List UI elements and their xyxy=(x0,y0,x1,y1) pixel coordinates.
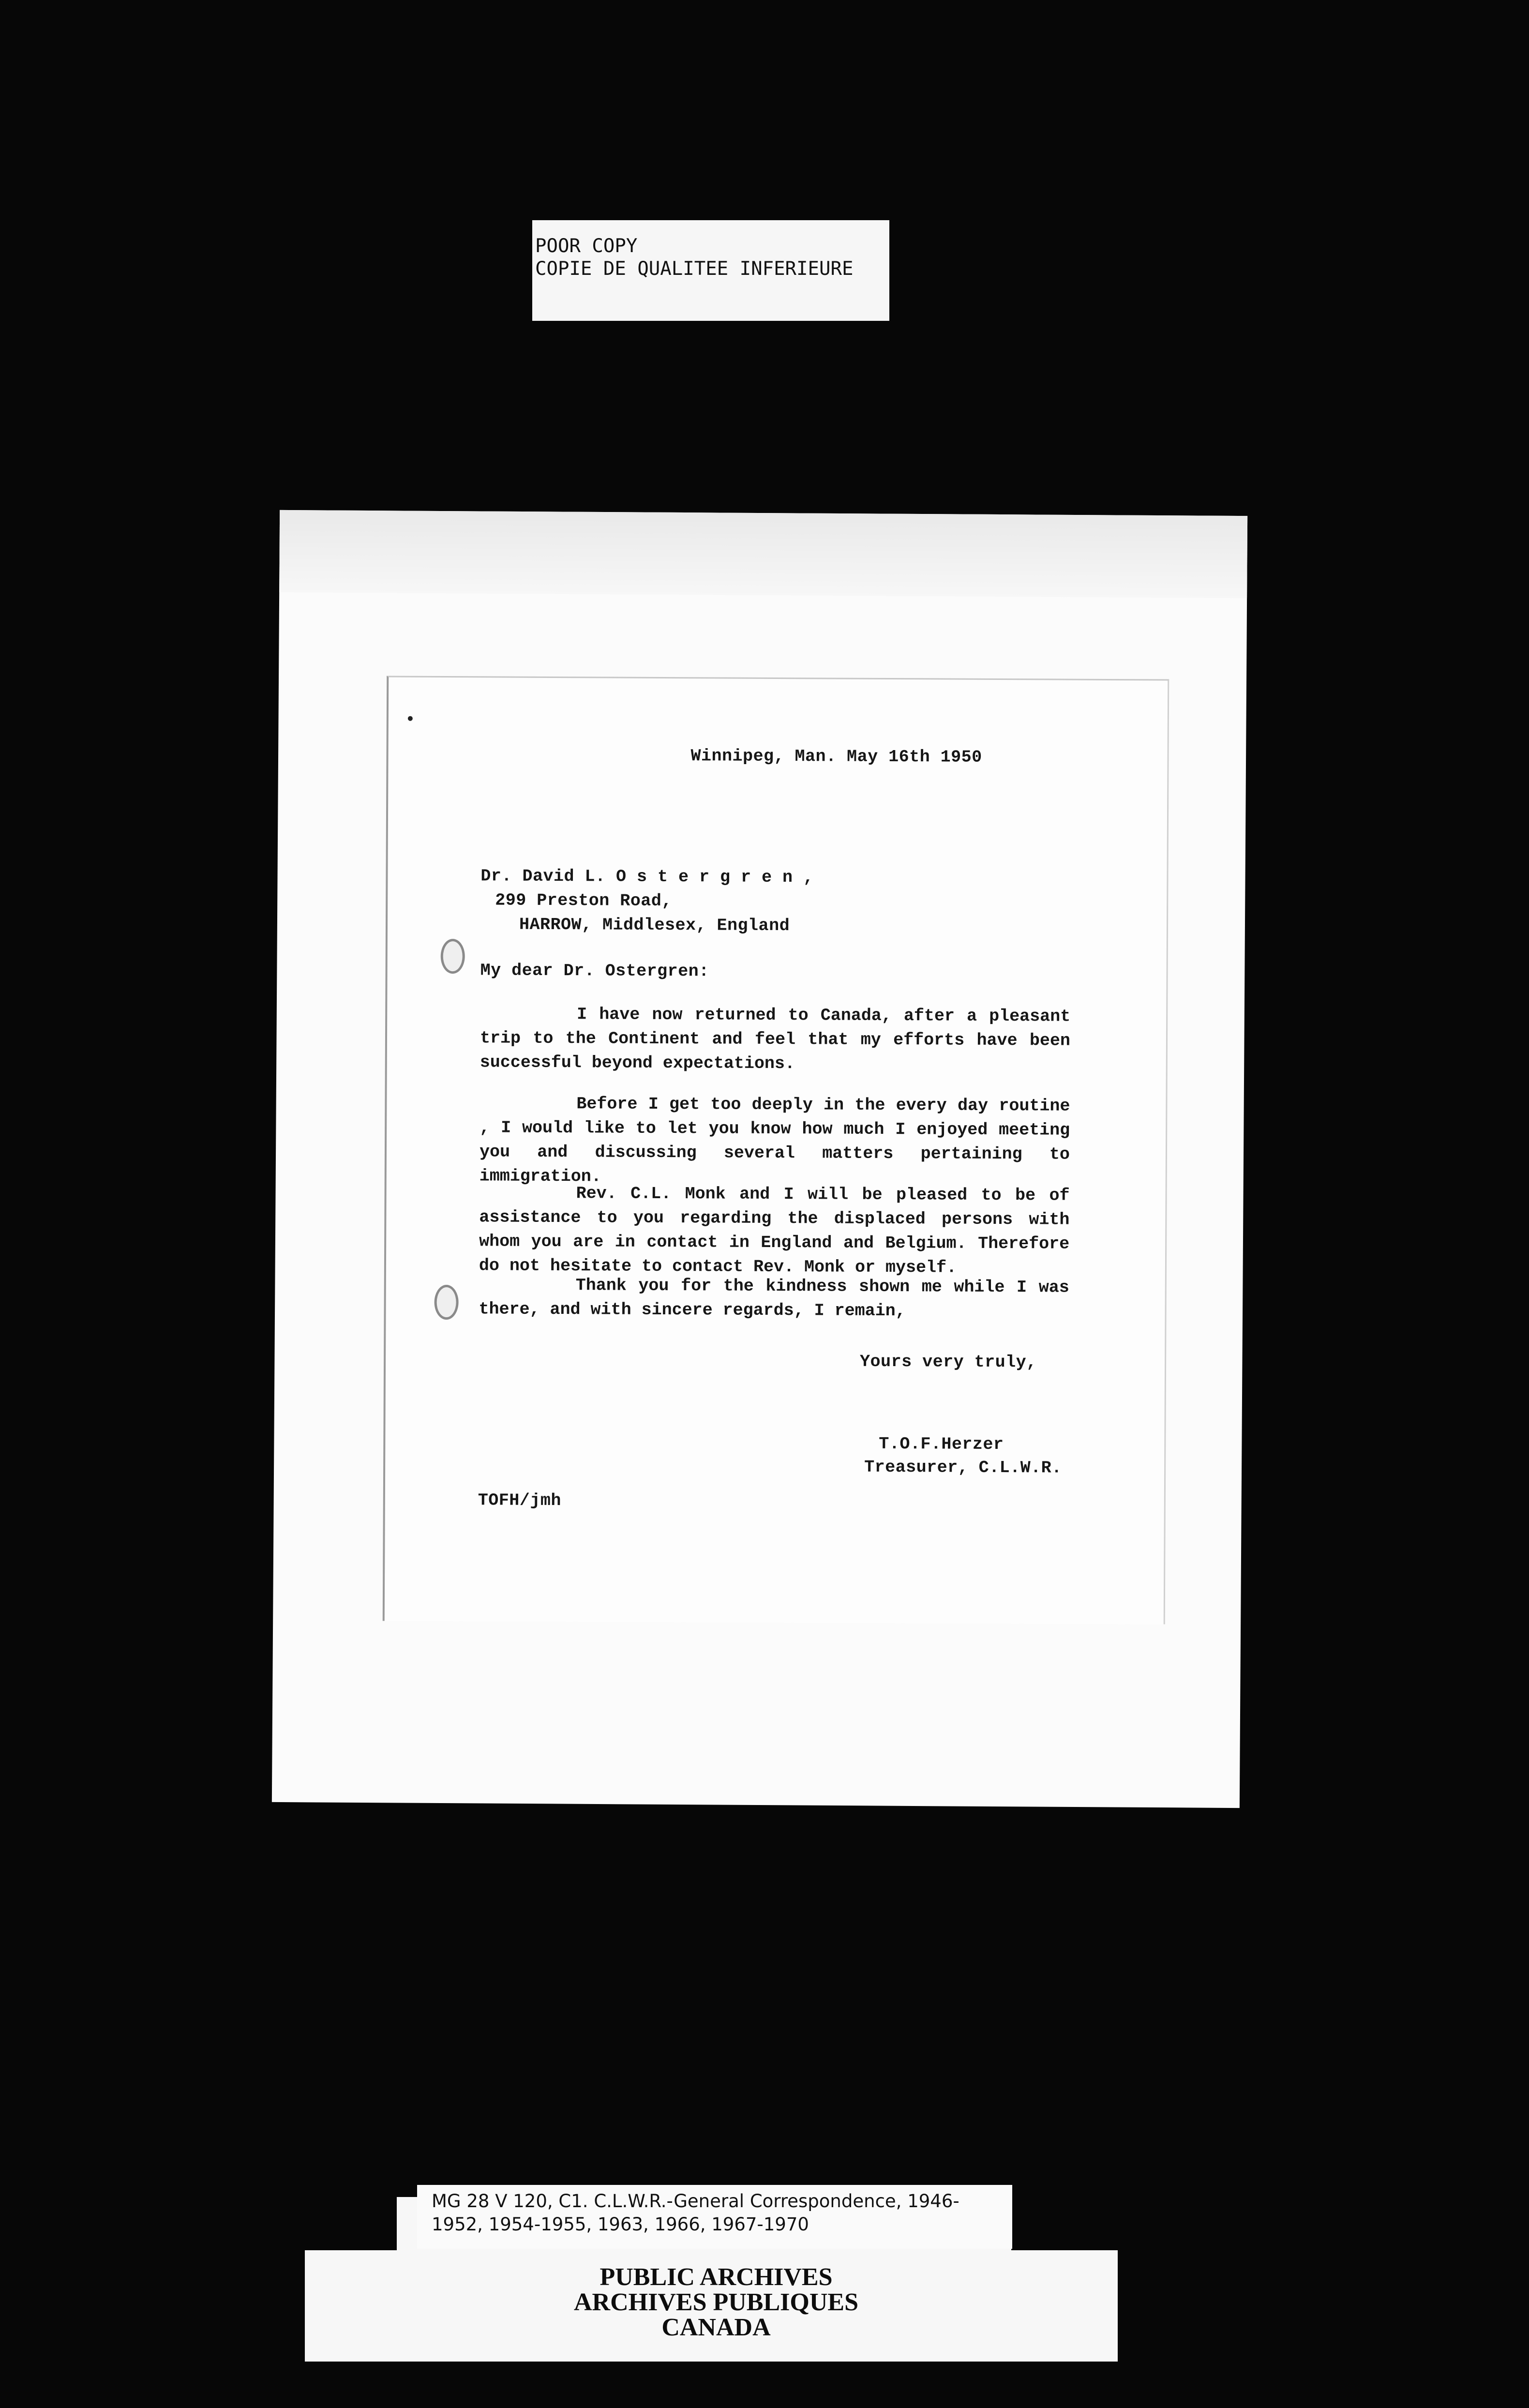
paragraph xyxy=(479,1181,1070,1280)
archives-stamp xyxy=(498,2265,934,2340)
poor-copy-text: POOR COPY xyxy=(535,235,638,257)
paragraph-text: Rev. C.L. Monk and I will be pleased to be of assistance to you regarding the displaced persons with whom you are in contact in England and Belgium. Therefore do not hesitate to contact Rev. Monk or myself. xyxy=(479,1184,1070,1278)
paragraph xyxy=(480,1091,1070,1190)
paragraph-text: Thank you for the kindness shown me while I was there, and with sincere regards, I remain, xyxy=(479,1276,1069,1321)
label-notch xyxy=(305,2197,397,2250)
paragraph xyxy=(479,1273,1069,1324)
recipient-city: HARROW, Middlesex, England xyxy=(519,915,790,936)
poor-copy-french-text: COPIE DE QUALITEE INFERIEURE xyxy=(535,258,854,280)
archive-reference-line: MG 28 V 120, C1. C.L.W.R.-General Correspondence, 1946- xyxy=(432,2191,959,2212)
sheet-shadow xyxy=(279,510,1247,598)
punch-hole xyxy=(434,1285,458,1320)
archive-reference-line: 1952, 1954-1955, 1963, 1966, 1967-1970 xyxy=(432,2214,809,2235)
ink-speck xyxy=(408,716,413,721)
paragraph-text: I have now returned to Canada, after a pleasant trip to the Continent and feel that my efforts have been successful beyond expectations. xyxy=(480,1005,1071,1074)
recipient-name: Dr. David L. O s t e r g r e n , xyxy=(480,866,814,888)
paragraph-text: Before I get too deeply in the every day routine , I would like to let you know how much I enjoyed meeting you and discussing several matters pertaining to immigration. xyxy=(479,1094,1070,1187)
punch-hole xyxy=(441,939,465,974)
poor-copy-label xyxy=(532,220,889,321)
dateline: Winnipeg, Man. May 16th 1950 xyxy=(690,746,982,767)
salutation: My dear Dr. Ostergren: xyxy=(480,961,709,981)
paragraph xyxy=(480,1002,1071,1077)
stamp-line-country: CANADA xyxy=(661,2314,771,2341)
typist-initials: TOFH/jmh xyxy=(478,1490,561,1511)
label-notch xyxy=(1011,2197,1118,2250)
signature-title: Treasurer, C.L.W.R. xyxy=(864,1457,1062,1478)
recipient-street: 299 Preston Road, xyxy=(495,890,672,911)
archive-reference xyxy=(417,2185,1012,2249)
stamp-line-french: ARCHIVES PUBLIQUES xyxy=(573,2288,859,2316)
letter-page xyxy=(383,676,1169,1624)
closing: Yours very truly, xyxy=(860,1352,1037,1372)
signature-name: T.O.F.Herzer xyxy=(879,1434,1004,1455)
stamp-line-english: PUBLIC ARCHIVES xyxy=(600,2263,833,2291)
